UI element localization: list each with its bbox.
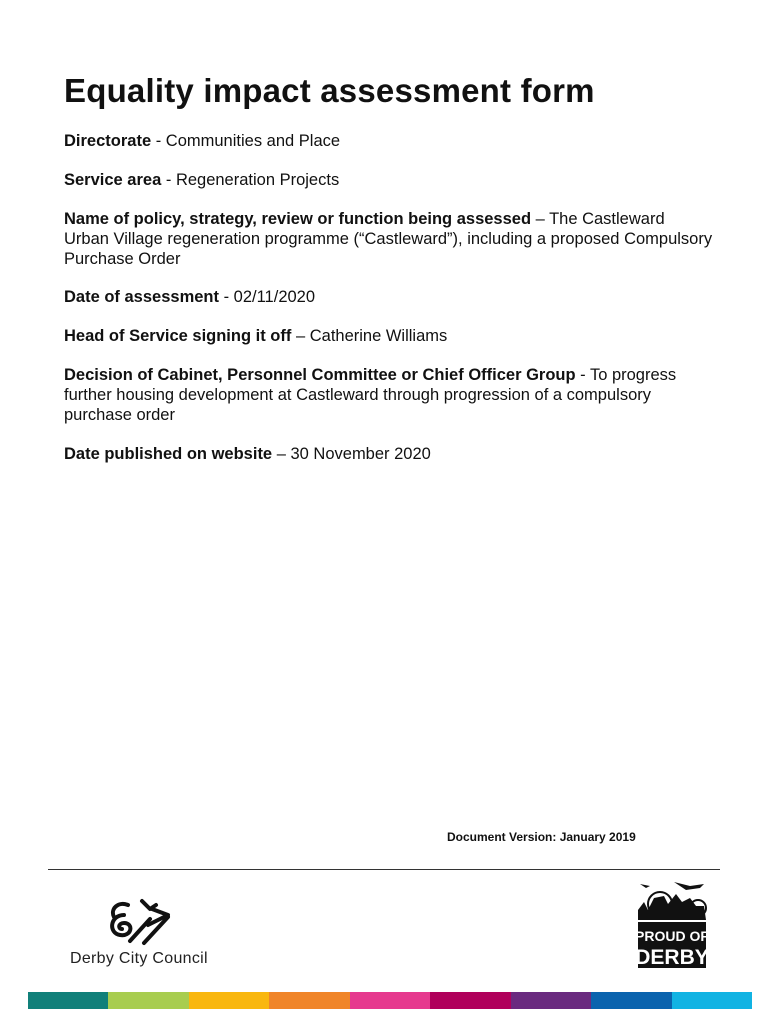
- stripe-segment: [591, 992, 671, 1009]
- field-value: 30 November 2020: [290, 445, 431, 463]
- stripe-segment: [28, 992, 108, 1009]
- stripe-segment: [511, 992, 591, 1009]
- field-label: Date of assessment: [64, 288, 219, 306]
- field-label: Date published on website: [64, 445, 273, 463]
- field-date-published: Date published on website – 30 November 2020: [64, 445, 431, 463]
- council-name: Derby City Council: [70, 950, 208, 967]
- field-value: Communities and Place: [165, 132, 341, 150]
- document-title: Equality impact assessment form: [64, 72, 595, 109]
- proud-logo-line2: DERBY: [635, 946, 709, 969]
- proud-logo-line1: PROUD OF: [635, 928, 709, 944]
- stripe-segment: [269, 992, 349, 1009]
- stripe-segment: [672, 992, 752, 1009]
- field-label: Name of policy, strategy, review or function being assessed: [64, 210, 532, 228]
- field-label: Service area: [64, 171, 162, 189]
- document-version: Document Version: January 2019: [447, 830, 636, 844]
- footer-divider: [48, 869, 720, 870]
- field-value: The Castleward Urban Village regeneration programme (“Castleward”), including a proposed Compulsory Purchase Order: [64, 210, 713, 268]
- field-label: Head of Service signing it off: [64, 327, 292, 345]
- proud-of-derby-logo-icon: [634, 880, 710, 970]
- field-directorate: Directorate - Communities and Place: [64, 132, 341, 150]
- field-value: To progress further housing development at Castleward through progression of a compulsory purchase order: [64, 366, 677, 424]
- field-service-area: Service area - Regeneration Projects: [64, 171, 340, 189]
- field-value: Catherine Williams: [309, 327, 448, 345]
- stripe-segment: [430, 992, 510, 1009]
- stripe-segment: [350, 992, 430, 1009]
- stripe-segment: [189, 992, 269, 1009]
- color-stripe: [28, 992, 752, 1009]
- field-label: Directorate: [64, 132, 152, 150]
- field-value: Regeneration Projects: [175, 171, 340, 189]
- field-value: 02/11/2020: [233, 288, 316, 306]
- field-head-of-service: Head of Service signing it off – Catherine Williams: [64, 327, 448, 345]
- field-decision: Decision of Cabinet, Personnel Committee or Chief Officer Group - To progress further housing development at Castleward through progression of a compulsory purchase order: [64, 366, 677, 424]
- stripe-segment: [108, 992, 188, 1009]
- field-policy-name: Name of policy, strategy, review or function being assessed – The Castleward Urban Village regeneration programme (“Castleward”), including a proposed Compulsory Purchase Order: [64, 210, 713, 268]
- field-date-of-assessment: Date of assessment - 02/11/2020: [64, 288, 316, 306]
- field-label: Decision of Cabinet, Personnel Committee or Chief Officer Group: [64, 366, 576, 384]
